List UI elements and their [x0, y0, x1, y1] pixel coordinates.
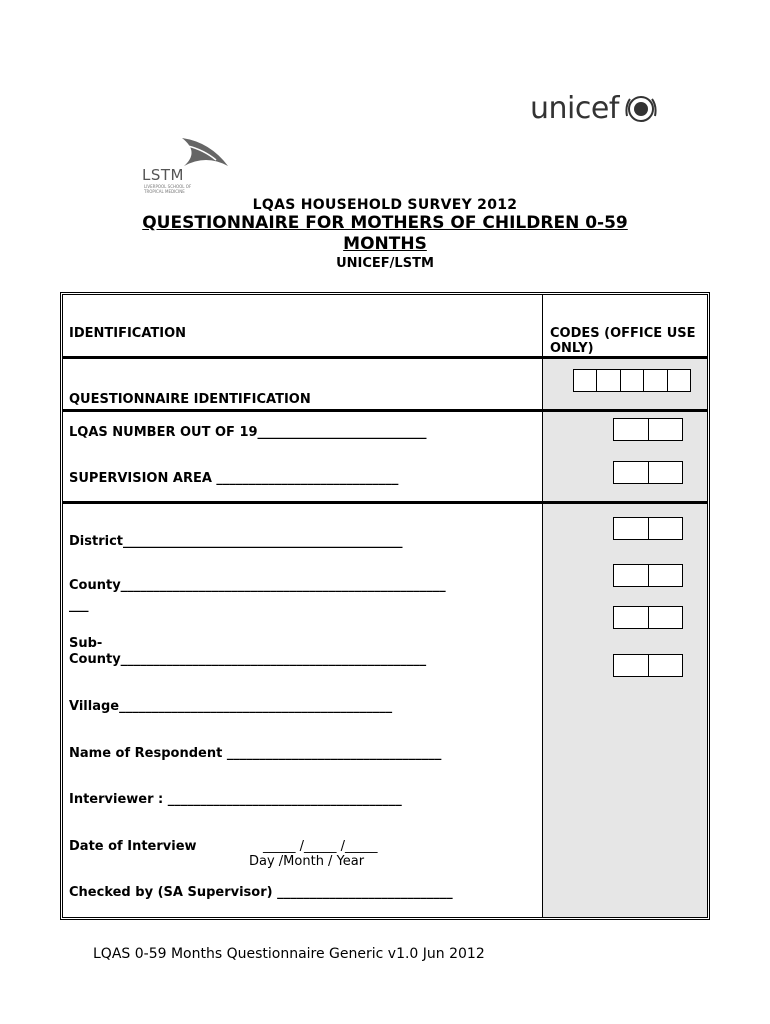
subcounty-field[interactable]: County_______________________________________________: [69, 652, 427, 667]
date-format-hint: Day /Month / Year: [249, 854, 365, 869]
date-of-interview-field[interactable]: _____ /_____ /_____: [263, 839, 378, 854]
questionnaire-title-line2: MONTHS: [343, 234, 427, 254]
questionnaire-identification-label: QUESTIONNAIRE IDENTIFICATION: [69, 392, 311, 407]
district-code-box[interactable]: [613, 517, 683, 540]
row-divider-qid: [63, 409, 707, 412]
questionnaire-title-line1: QUESTIONNAIRE FOR MOTHERS OF CHILDREN 0-59: [142, 213, 628, 233]
questionnaire-id-code-box[interactable]: [573, 369, 691, 392]
checked-by-field[interactable]: Checked by (SA Supervisor) ___________________________: [69, 885, 453, 900]
unicef-emblem-icon: [624, 94, 658, 124]
lstm-logo-text: LSTM: [142, 166, 184, 184]
date-of-interview-label: Date of Interview: [69, 839, 197, 854]
district-field[interactable]: District___________________________________________: [69, 534, 403, 549]
county-field-continued: ___: [69, 598, 89, 613]
row-divider-lqas: [63, 501, 707, 504]
questionnaire-title: [0, 213, 770, 255]
unicef-logo-text: unicef: [530, 91, 619, 126]
village-field[interactable]: Village__________________________________________: [69, 699, 393, 714]
lqas-number-field[interactable]: LQAS NUMBER OUT OF 19__________________________: [69, 425, 427, 440]
interviewer-field[interactable]: Interviewer : ____________________________________: [69, 792, 402, 807]
lstm-logo-subtext: LIVERPOOL SCHOOL OF TROPICAL MEDICINE: [144, 184, 192, 194]
respondent-name-field[interactable]: Name of Respondent _________________________________: [69, 746, 442, 761]
codes-header: CODES (OFFICE USE ONLY): [550, 326, 696, 356]
supervision-area-code-box[interactable]: [613, 461, 683, 484]
supervision-area-field[interactable]: SUPERVISION AREA ____________________________: [69, 471, 399, 486]
unicef-logo: [530, 92, 660, 128]
org-title: UNICEF/LSTM: [336, 256, 434, 271]
lstm-swoosh-icon: [180, 136, 230, 184]
county-code-box[interactable]: [613, 564, 683, 587]
village-code-box[interactable]: [613, 654, 683, 677]
row-divider-header: [63, 356, 707, 359]
column-divider: [542, 295, 543, 917]
page-footer: LQAS 0-59 Months Questionnaire Generic v1.0 Jun 2012: [93, 946, 485, 962]
subcounty-code-box[interactable]: [613, 606, 683, 629]
lqas-number-code-box[interactable]: [613, 418, 683, 441]
subcounty-label-line1: Sub-: [69, 636, 103, 651]
lstm-logo: [140, 136, 230, 196]
county-field[interactable]: County__________________________________________________: [69, 578, 446, 593]
survey-title: LQAS HOUSEHOLD SURVEY 2012: [252, 197, 518, 213]
identification-header: IDENTIFICATION: [69, 326, 187, 341]
